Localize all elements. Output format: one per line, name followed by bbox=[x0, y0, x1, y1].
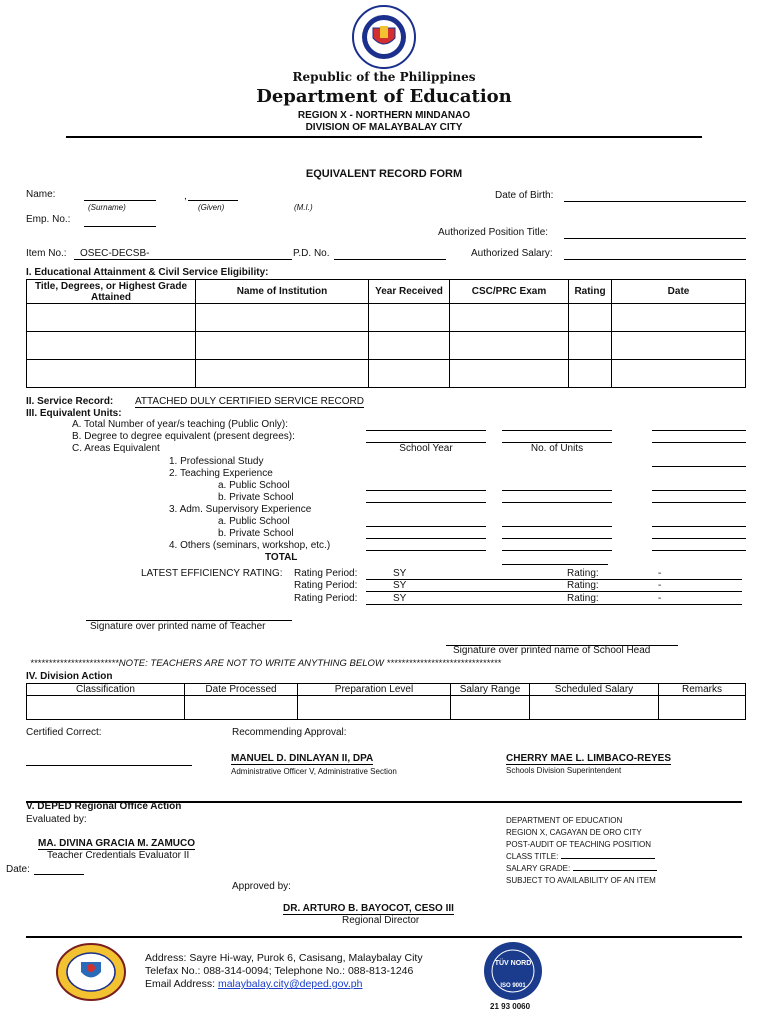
footer-address: Address: Sayre Hi-way, Purok 6, Casisang, Malaybalay City bbox=[145, 952, 423, 964]
evaluated-by-label: Evaluated by: bbox=[26, 814, 87, 825]
salary-field[interactable] bbox=[564, 259, 746, 260]
rating-period-label: Rating Period: bbox=[294, 593, 358, 604]
item-c-label: C. Areas Equivalent bbox=[72, 443, 160, 454]
stamp-line: CLASS TITLE: bbox=[506, 851, 657, 863]
units-line[interactable] bbox=[502, 442, 612, 443]
service-record-value: ATTACHED DULY CERTIFIED SERVICE RECORD bbox=[135, 396, 364, 407]
evaluator-name: MA. DIVINA GRACIA M. ZAMUCO bbox=[38, 838, 196, 849]
sub3a-label: a. Public School bbox=[218, 516, 290, 527]
rating-label: Rating: bbox=[567, 580, 599, 591]
mi-caption: (M.I.) bbox=[294, 203, 313, 212]
evaluator-title: Teacher Credentials Evaluator II bbox=[47, 850, 190, 861]
efficiency-label: LATEST EFFICIENCY RATING: bbox=[141, 568, 283, 579]
item-no-label: Item No.: bbox=[26, 248, 67, 259]
equivalent-line[interactable] bbox=[652, 526, 746, 527]
sub4-label: 4. Others (seminars, workshop, etc.) bbox=[169, 540, 331, 551]
table-row bbox=[27, 304, 746, 332]
sub2-label: 2. Teaching Experience bbox=[169, 468, 273, 479]
units-line[interactable] bbox=[502, 526, 612, 527]
col-preparation-level: Preparation Level bbox=[298, 684, 451, 696]
units-line[interactable] bbox=[502, 430, 612, 431]
table-row bbox=[27, 696, 746, 720]
emp-no-field[interactable] bbox=[84, 226, 156, 227]
school-year-line[interactable] bbox=[366, 538, 486, 539]
sds-title: Schools Division Superintendent bbox=[506, 766, 622, 775]
sub1-label: 1. Professional Study bbox=[169, 456, 264, 467]
equivalent-line[interactable] bbox=[652, 490, 746, 491]
units-line[interactable] bbox=[502, 550, 612, 551]
rating-period-label: Rating Period: bbox=[294, 580, 358, 591]
units-line[interactable] bbox=[502, 538, 612, 539]
rating-dash: - bbox=[658, 580, 662, 591]
col-classification: Classification bbox=[27, 684, 185, 696]
tuv-text: TÜV NORD bbox=[494, 960, 532, 967]
iso-text: ISO 9001 bbox=[500, 983, 526, 989]
school-year-line[interactable] bbox=[366, 526, 486, 527]
col-date: Date bbox=[612, 280, 746, 304]
stamp-line: DEPARTMENT OF EDUCATION bbox=[506, 816, 623, 825]
sub3-label: 3. Adm. Supervisory Experience bbox=[169, 504, 312, 515]
department-title: Department of Education bbox=[256, 86, 512, 107]
section1-title: I. Educational Attainment & Civil Service Eligibility: bbox=[26, 267, 269, 278]
certified-signature-line[interactable] bbox=[26, 765, 192, 766]
table-row bbox=[27, 360, 746, 388]
sy-label: SY bbox=[393, 580, 407, 591]
education-table bbox=[26, 279, 746, 388]
position-label: Authorized Position Title: bbox=[438, 227, 549, 238]
footer-rule bbox=[26, 936, 742, 938]
teacher-signature-caption: Signature over printed name of Teacher bbox=[90, 621, 266, 632]
equivalent-line[interactable] bbox=[652, 502, 746, 503]
header-rule bbox=[66, 136, 702, 138]
teachers-note: ************************NOTE: TEACHERS ARE NOT TO WRITE ANYTHING BELOW ******************************* bbox=[30, 658, 502, 669]
stamp-line: SALARY GRADE: bbox=[506, 863, 657, 875]
sub2a-label: a. Public School bbox=[218, 480, 290, 491]
dob-label: Date of Birth: bbox=[495, 190, 554, 201]
item-no-field[interactable] bbox=[74, 259, 292, 260]
stamp-line: SUBJECT TO AVAILABILITY OF AN ITEM bbox=[506, 876, 656, 885]
dob-field[interactable] bbox=[564, 201, 746, 202]
col-date-processed: Date Processed bbox=[185, 684, 298, 696]
school-year-line[interactable] bbox=[366, 550, 486, 551]
rating-line[interactable] bbox=[366, 579, 742, 580]
sy-label: SY bbox=[393, 568, 407, 579]
school-head-signature-caption: Signature over printed name of School Head bbox=[453, 645, 651, 656]
position-field[interactable] bbox=[564, 238, 746, 239]
rating-line[interactable] bbox=[366, 604, 742, 605]
rating-dash: - bbox=[658, 593, 662, 604]
rating-label: Rating: bbox=[567, 593, 599, 604]
section5-title: V. DEPED Regional Office Action bbox=[26, 801, 182, 812]
school-year-header: School Year bbox=[399, 443, 453, 454]
equivalent-line[interactable] bbox=[652, 442, 746, 443]
stamp-line: POST-AUDIT OF TEACHING POSITION bbox=[506, 840, 652, 849]
stamp-line: REGION X, CAGAYAN DE ORO CITY bbox=[506, 828, 642, 837]
col-remarks: Remarks bbox=[659, 684, 746, 696]
school-year-line[interactable] bbox=[366, 442, 486, 443]
col-salary-range: Salary Range bbox=[451, 684, 530, 696]
name-comma: , bbox=[184, 191, 187, 202]
sub2b-label: b. Private School bbox=[218, 492, 294, 503]
director-name: DR. ARTURO B. BAYOCOT, CESO III bbox=[283, 903, 454, 914]
date-field[interactable] bbox=[34, 874, 84, 875]
republic-line: Republic of the Philippines bbox=[292, 70, 476, 84]
approved-by-label: Approved by: bbox=[232, 881, 291, 892]
date-label: Date: bbox=[6, 864, 30, 875]
section4-title: IV. Division Action bbox=[26, 671, 113, 682]
tuv-iso-logo bbox=[478, 941, 548, 1004]
footer-phones: Telefax No.: 088-314-0094; Telephone No.: 088-813-1246 bbox=[145, 965, 414, 977]
col-year-received: Year Received bbox=[369, 280, 450, 304]
col-scheduled-salary: Scheduled Salary bbox=[530, 684, 659, 696]
school-year-line[interactable] bbox=[366, 502, 486, 503]
total-label: TOTAL bbox=[265, 552, 298, 563]
division-seal-logo bbox=[55, 942, 127, 1005]
director-title: Regional Director bbox=[342, 915, 420, 926]
col-institution: Name of Institution bbox=[196, 280, 369, 304]
surname-field[interactable] bbox=[84, 200, 156, 201]
rating-period-label: Rating Period: bbox=[294, 568, 358, 579]
footer-email-row bbox=[145, 978, 362, 990]
item-b-label: B. Degree to degree equivalent (present degrees): bbox=[72, 431, 295, 442]
table-row bbox=[27, 332, 746, 360]
equivalent-line[interactable] bbox=[652, 538, 746, 539]
region-line: REGION X - NORTHERN MINDANAO bbox=[297, 110, 471, 121]
officer-name: MANUEL D. DINLAYAN II, DPA bbox=[231, 753, 374, 764]
email-label: Email Address: bbox=[145, 978, 216, 990]
item-a-label: A. Total Number of year/s teaching (Public Only): bbox=[72, 419, 289, 430]
units-line[interactable] bbox=[502, 502, 612, 503]
recommending-label: Recommending Approval: bbox=[232, 727, 347, 738]
surname-caption: (Surname) bbox=[88, 203, 126, 212]
rating-dash: - bbox=[658, 568, 662, 579]
certified-correct-label: Certified Correct: bbox=[26, 727, 102, 738]
name-label: Name: bbox=[26, 189, 56, 200]
division-action-table bbox=[26, 683, 746, 720]
school-year-line[interactable] bbox=[366, 490, 486, 491]
rating-line[interactable] bbox=[366, 591, 742, 592]
given-caption: (Given) bbox=[198, 203, 225, 212]
emp-no-label: Emp. No.: bbox=[26, 214, 71, 225]
sds-name: CHERRY MAE L. LIMBACO-REYES bbox=[506, 753, 672, 764]
email-link[interactable]: malaybalay.city@deped.gov.ph bbox=[217, 978, 363, 990]
school-year-line[interactable] bbox=[366, 430, 486, 431]
pd-no-label: P.D. No. bbox=[293, 248, 330, 259]
equivalent-line[interactable] bbox=[652, 430, 746, 431]
col-title-degree: Title, Degrees, or Highest Grade Attained bbox=[27, 280, 196, 304]
sub3b-label: b. Private School bbox=[218, 528, 294, 539]
cert-number: 21 93 0060 bbox=[490, 1002, 531, 1011]
equivalent-line[interactable] bbox=[652, 466, 746, 467]
equivalent-line[interactable] bbox=[652, 550, 746, 551]
regional-stamp bbox=[506, 815, 657, 887]
pd-no-field[interactable] bbox=[334, 259, 446, 260]
division-line: DIVISION OF MALAYBALAY CITY bbox=[305, 122, 463, 133]
col-rating: Rating bbox=[569, 280, 612, 304]
section2-title: II. Service Record: bbox=[26, 396, 114, 407]
given-name-field[interactable] bbox=[188, 200, 238, 201]
units-line[interactable] bbox=[502, 490, 612, 491]
item-no-value: OSEC-DECSB- bbox=[80, 248, 150, 259]
no-units-header: No. of Units bbox=[530, 443, 584, 454]
rating-label: Rating: bbox=[567, 568, 599, 579]
deped-seal-logo bbox=[346, 4, 422, 73]
section3-title: III. Equivalent Units: bbox=[26, 408, 122, 419]
sy-label: SY bbox=[393, 593, 407, 604]
salary-label: Authorized Salary: bbox=[471, 248, 553, 259]
total-line[interactable] bbox=[502, 564, 608, 565]
officer-title: Administrative Officer V, Administrative Section bbox=[231, 767, 397, 776]
col-csc-prc-exam: CSC/PRC Exam bbox=[450, 280, 569, 304]
form-title: EQUIVALENT RECORD FORM bbox=[305, 168, 463, 180]
